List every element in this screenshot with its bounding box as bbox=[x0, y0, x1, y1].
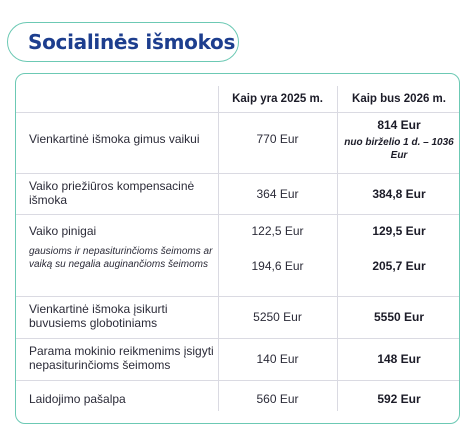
value-2025: 364 Eur bbox=[256, 187, 299, 201]
row-label: Vaiko pinigai bbox=[29, 224, 97, 238]
row-sub-note: gausioms ir nepasiturinčioms šeimoms ar vaiką su negalia auginančioms šeimoms bbox=[29, 246, 213, 270]
value-2026: 5550 Eur bbox=[373, 310, 425, 324]
value-2025: 5250 Eur bbox=[253, 310, 302, 324]
row-label: Vienkartinė išmoka gimus vaikui bbox=[29, 132, 200, 146]
value-2025: 560 Eur bbox=[256, 392, 299, 406]
value-2025-sub: 194,6 Eur bbox=[251, 259, 304, 273]
benefits-table bbox=[15, 73, 460, 424]
value-2025: 122,5 Eur bbox=[251, 224, 304, 238]
value-2026: 129,5 Eur bbox=[372, 224, 426, 238]
value-2026: 814 Eur bbox=[377, 118, 421, 132]
title-pill bbox=[7, 22, 239, 62]
value-2026-sub: 205,7 Eur bbox=[372, 259, 426, 273]
row-divider bbox=[16, 214, 459, 215]
value-2025: 140 Eur bbox=[256, 352, 299, 366]
value-2026: 384,8 Eur bbox=[372, 187, 426, 201]
value-2026-note: nuo birželio 1 d. – 1036 Eur bbox=[344, 137, 454, 161]
row-label: Laidojimo pašalpa bbox=[29, 392, 126, 406]
value-2026: 148 Eur bbox=[377, 352, 421, 366]
header-2025: Kaip yra 2025 m. bbox=[232, 93, 323, 105]
row-divider bbox=[16, 112, 459, 113]
row-divider bbox=[16, 380, 459, 381]
row-label: Vienkartinė išmoka įsikurti buvusiems globotiniams bbox=[29, 302, 168, 330]
header-2026: Kaip bus 2026 m. bbox=[352, 93, 446, 105]
row-divider bbox=[16, 338, 459, 339]
value-2025: 770 Eur bbox=[256, 132, 299, 146]
row-divider bbox=[16, 296, 459, 297]
value-2026: 592 Eur bbox=[377, 392, 421, 406]
row-label: Vaiko priežiūros kompensacinė išmoka bbox=[29, 179, 195, 207]
row-label: Parama mokinio reikmenims įsigyti nepasiturinčioms šeimoms bbox=[29, 344, 214, 372]
page-title: Socialinės išmokos bbox=[28, 30, 236, 54]
row-divider bbox=[16, 173, 459, 174]
